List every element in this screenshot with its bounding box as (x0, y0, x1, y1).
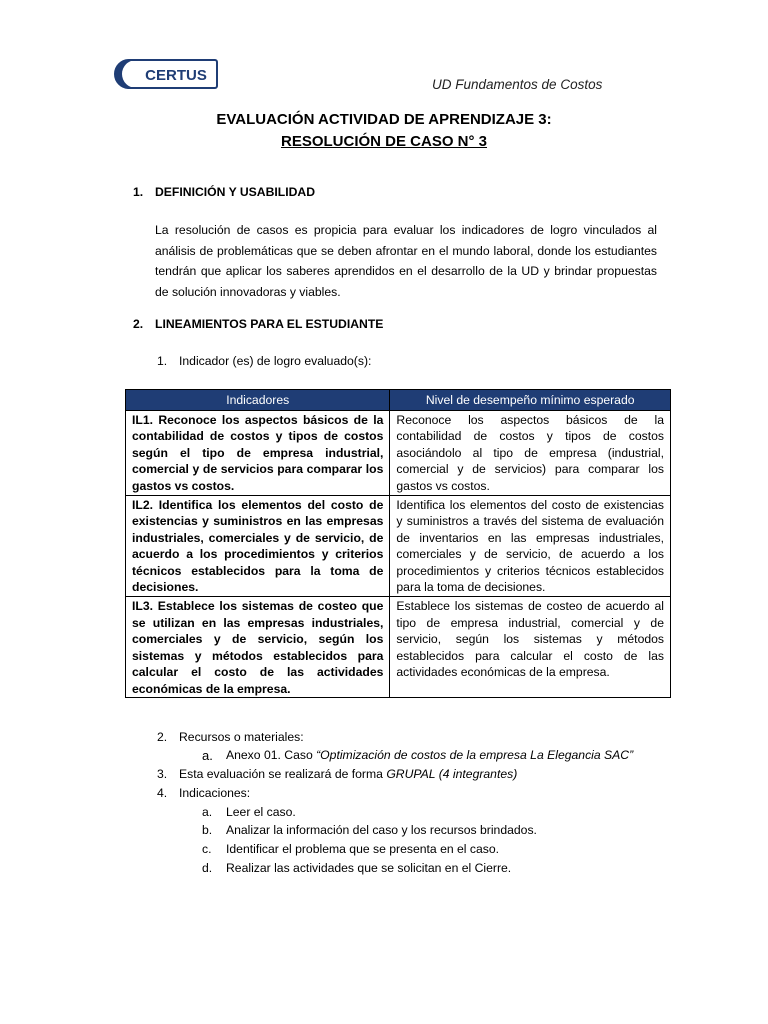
indicator-cell: IL2. Identifica los elementos del costo de existencias y suministros en las empresas industriales, comerciales y de servicio, de acuerdo a los procedimientos y criterios técnicos establecidos para la toma de decisiones. (126, 496, 390, 597)
page-subtitle: RESOLUCIÓN DE CASO N° 3 (280, 133, 488, 150)
level-cell: Identifica los elementos del costo de existencias y suministros a través del sistema de evaluación de inventarios en las empresas industriales, comerciales y de servicio, de acuerdo a los procedimientos y criterios técnicos establecidos para la toma de decisiones. (390, 496, 671, 597)
list-letter: a. (202, 805, 213, 819)
list-letter: d. (202, 861, 213, 875)
annex-title: “Optimización de costos de la empresa La Elegancia SAC” (316, 748, 634, 762)
sub-item-text: Indicador (es) de logro evaluado(s): (179, 354, 372, 368)
section-2-title: LINEAMIENTOS PARA EL ESTUDIANTE (155, 317, 384, 331)
list-number: 2. (157, 730, 168, 744)
indicator-cell: IL1. Reconoce los aspectos básicos de la contabilidad de costos y tipos de costos según el tipo de empresa industrial, comercial y de servicios para comparar los gastos vs costos. (126, 411, 390, 496)
list-text: Analizar la información del caso y los recursos brindados. (226, 823, 537, 837)
evaluation-mode: GRUPAL (4 integrantes) (386, 767, 518, 781)
section-1-title: DEFINICIÓN Y USABILIDAD (155, 185, 316, 199)
evaluation-label: Esta evaluación se realizará de forma (179, 767, 383, 781)
list-text: Realizar las actividades que se solicitan en el Cierre. (226, 861, 512, 875)
indicators-table (125, 389, 671, 698)
header-indicadores: Indicadores (126, 390, 390, 411)
certus-logo (114, 59, 218, 89)
sub-item-number: 1. (157, 354, 168, 368)
page-title: EVALUACIÓN ACTIVIDAD DE APRENDIZAJE 3: (216, 111, 552, 128)
level-cell: Reconoce los aspectos básicos de la contabilidad de costos y tipos de costos asociándolo al tipo de empresa (industrial, comercial y de servicios) para comparar los gastos vs costos. (390, 411, 671, 496)
list-number: 3. (157, 767, 168, 781)
list-letter: c. (202, 842, 212, 856)
list-text: Recursos o materiales: (179, 730, 304, 744)
list-letter: b. (202, 823, 213, 837)
section-1-paragraph: La resolución de casos es propicia para evaluar los indicadores de logro vinculados al análisis de problemáticas que se deben afrontar en el mundo laboral, donde los estudiantes tendrán que aplicar los saberes aprendidos en el desarrollo de la UD y brindar propuestas de solución innovadoras y viables. (155, 223, 657, 299)
course-name: UD Fundamentos de Costos (432, 77, 603, 92)
list-number: 4. (157, 786, 168, 800)
list-text (179, 767, 517, 781)
logo-text: CERTUS (145, 67, 207, 84)
list-text: Leer el caso. (226, 805, 296, 819)
list-letter: a. (202, 748, 213, 763)
annex-label: Anexo 01. Caso (226, 748, 313, 762)
section-2-number: 2. (133, 317, 144, 331)
header-nivel: Nivel de desempeño mínimo esperado (390, 390, 671, 411)
table-row (126, 597, 671, 697)
table-header-row (126, 390, 671, 411)
level-cell: Establece los sistemas de costeo de acuerdo al tipo de empresa industrial, comercial y de servicio, según los sistemas y métodos establecidos para calcular el costo de las actividades económicas de la empresa. (390, 597, 671, 697)
list-text (226, 748, 633, 762)
list-text: Identificar el problema que se presenta en el caso. (226, 842, 500, 856)
indicator-cell: IL3. Establece los sistemas de costeo que se utilizan en las empresas industriales, comerciales y de servicio, según los sistemas y métodos establecidos para calcular el costo de las actividades económicas de la empresa. (126, 597, 390, 697)
table-row (126, 496, 671, 597)
list-text: Indicaciones: (179, 786, 251, 800)
table-row (126, 411, 671, 496)
section-1-number: 1. (133, 185, 144, 199)
